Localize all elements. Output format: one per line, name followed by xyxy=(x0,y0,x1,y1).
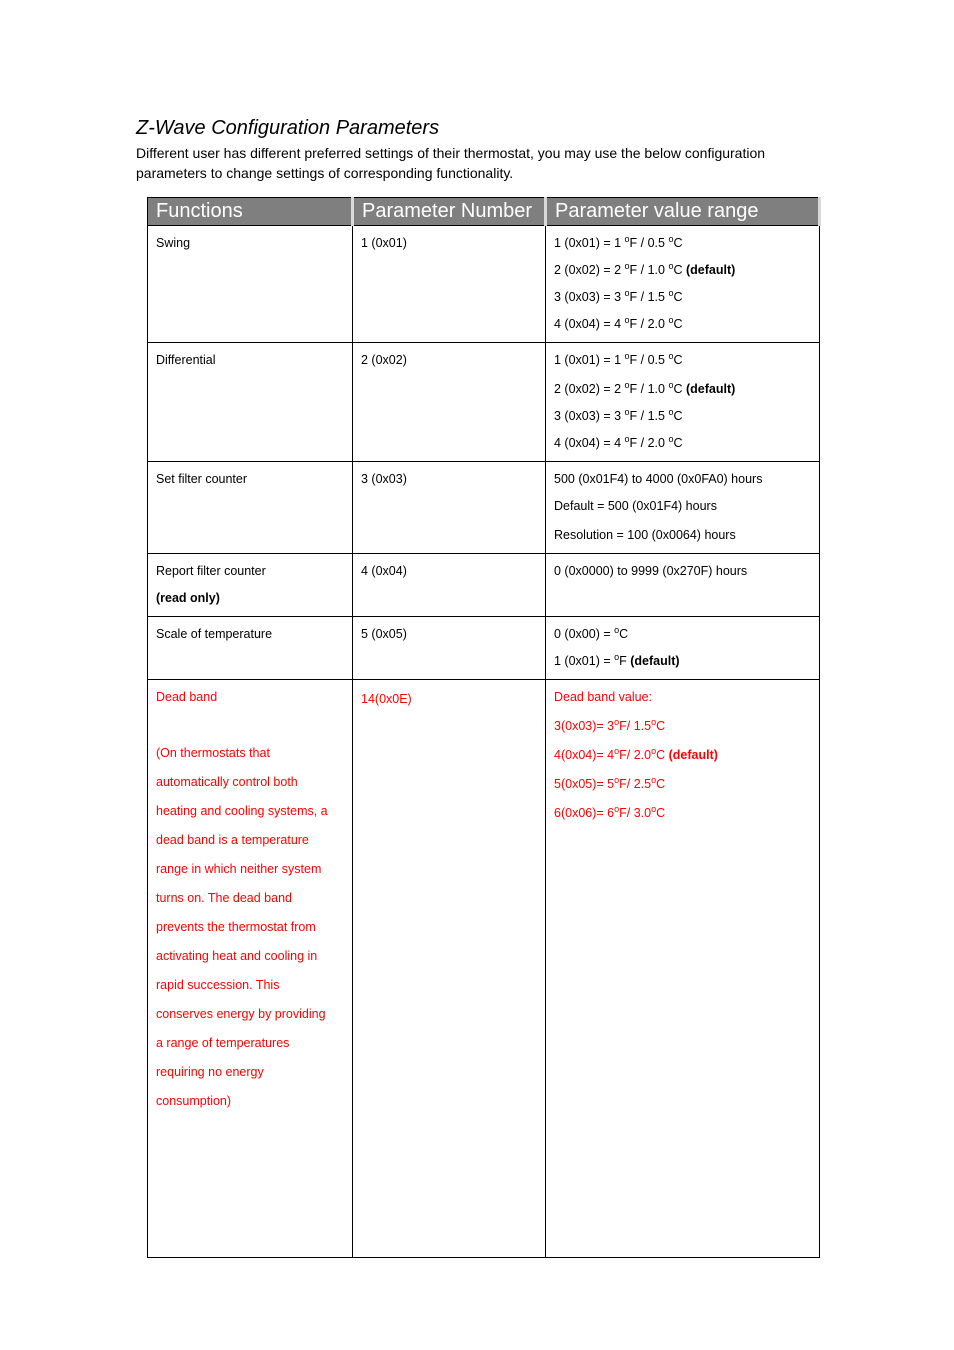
value-line: 1 (0x01) = $^o$F (default) xyxy=(554,652,680,668)
function-desc-line: requiring no energy xyxy=(156,1065,264,1079)
header-functions: Functions xyxy=(148,198,353,226)
value-line: 4 (0x04) = 4 $^o$F / 2.0 $^o$C xyxy=(554,315,683,331)
values-cell xyxy=(546,462,820,554)
table-row xyxy=(148,343,820,462)
value-line: 2 (0x02) = 2 $^o$F / 1.0 $^o$C (default) xyxy=(554,380,736,396)
page-title: Z-Wave Configuration Parameters xyxy=(136,117,440,139)
parameter-number: 3 (0x03) xyxy=(361,472,407,486)
value-line: Resolution = 100 (0x0064) hours xyxy=(554,528,736,542)
value-line: Default = 500 (0x01F4) hours xyxy=(554,499,717,513)
number-cell xyxy=(353,680,546,1258)
values-cell xyxy=(546,343,820,462)
function-note: (read only) xyxy=(156,591,220,605)
function-desc-line: dead band is a temperature xyxy=(156,833,309,847)
function-cell xyxy=(148,617,353,680)
value-line: 3 (0x03) = 3 $^o$F / 1.5 $^o$C xyxy=(554,407,683,423)
function-desc-line: activating heat and cooling in xyxy=(156,949,318,963)
value-line: 3 (0x03) = 3 $^o$F / 1.5 $^o$C xyxy=(554,288,683,304)
parameter-number: 4 (0x04) xyxy=(361,564,407,578)
values-cell xyxy=(546,617,820,680)
function-desc-line: prevents the thermostat from xyxy=(156,920,316,934)
function-cell xyxy=(148,226,353,343)
value-line: $3(0x03)= 3^oF/$ 1.5$^o$C xyxy=(554,717,666,733)
value-line: 1 (0x01) = 1 $^o$F / 0.5 $^o$C xyxy=(554,234,683,250)
value-line: 0 (0x0000) to 9999 (0x270F) hours xyxy=(554,564,748,578)
table-row xyxy=(148,617,820,680)
number-cell xyxy=(353,554,546,617)
function-desc-line: rapid succession. This xyxy=(156,978,280,992)
function-name: Scale of temperature xyxy=(156,627,273,641)
function-desc-line: turns on. The dead band xyxy=(156,891,292,905)
table-header-row xyxy=(148,198,820,226)
table-row xyxy=(148,554,820,617)
value-line: 500 (0x01F4) to 4000 (0x0FA0) hours xyxy=(554,472,763,486)
value-line: 2 (0x02) = 2 $^o$F / 1.0 $^o$C (default) xyxy=(554,261,736,277)
number-cell xyxy=(353,462,546,554)
values-cell xyxy=(546,226,820,343)
number-cell xyxy=(353,617,546,680)
function-name: Set filter counter xyxy=(156,472,248,486)
parameters-table xyxy=(147,197,821,1258)
parameter-number: 2 (0x02) xyxy=(361,353,407,367)
value-line: 0 (0x00) = $^o$C xyxy=(554,625,629,641)
function-desc-line: automatically control both xyxy=(156,775,298,789)
function-desc-line: (On thermostats that xyxy=(156,746,270,760)
number-cell xyxy=(353,226,546,343)
table-row xyxy=(148,226,820,343)
number-cell xyxy=(353,343,546,462)
values-cell xyxy=(546,554,820,617)
function-cell xyxy=(148,343,353,462)
value-line: $4(0x04)= 4^oF/$ 2.0$^o$C (default) xyxy=(554,746,718,762)
function-cell xyxy=(148,680,353,1258)
value-line: 1 (0x01) = 1 $^o$F / 0.5 $^o$C xyxy=(554,351,683,367)
header-parameter-number: Parameter Number xyxy=(353,198,546,226)
function-name: Dead band xyxy=(156,690,218,704)
function-desc-line: heating and cooling systems, a xyxy=(156,804,328,818)
function-cell xyxy=(148,554,353,617)
function-desc-line: consumption) xyxy=(156,1094,232,1108)
parameter-number: 1 (0x01) xyxy=(361,236,407,250)
table-row xyxy=(148,680,820,1258)
value-line: $5(0x05)= 5^oF/$ 2.5$^o$C xyxy=(554,775,666,791)
function-name: Swing xyxy=(156,236,191,250)
parameter-number: 14(0x0E) xyxy=(361,692,412,706)
function-cell xyxy=(148,462,353,554)
values-title: Dead band value: xyxy=(554,690,652,704)
table-row xyxy=(148,462,820,554)
function-name: Differential xyxy=(156,353,216,367)
function-desc-line: conserves energy by providing xyxy=(156,1007,326,1021)
function-desc-line: range in which neither system xyxy=(156,862,322,876)
intro-paragraph: Different user has different preferred settings of their thermostat, you may use the below configuration parameters to change settings of corresponding functionality. xyxy=(136,145,766,181)
values-cell xyxy=(546,680,820,1258)
parameter-number: 5 (0x05) xyxy=(361,627,407,641)
function-desc-line: a range of temperatures xyxy=(156,1036,290,1050)
value-line: 4 (0x04) = 4 $^o$F / 2.0 $^o$C xyxy=(554,434,683,450)
value-line: $6(0x06)= 6^oF/$ 3.0$^o$C xyxy=(554,804,666,820)
header-parameter-value-range: Parameter value range xyxy=(546,198,820,226)
function-name: Report filter counter xyxy=(156,564,266,578)
